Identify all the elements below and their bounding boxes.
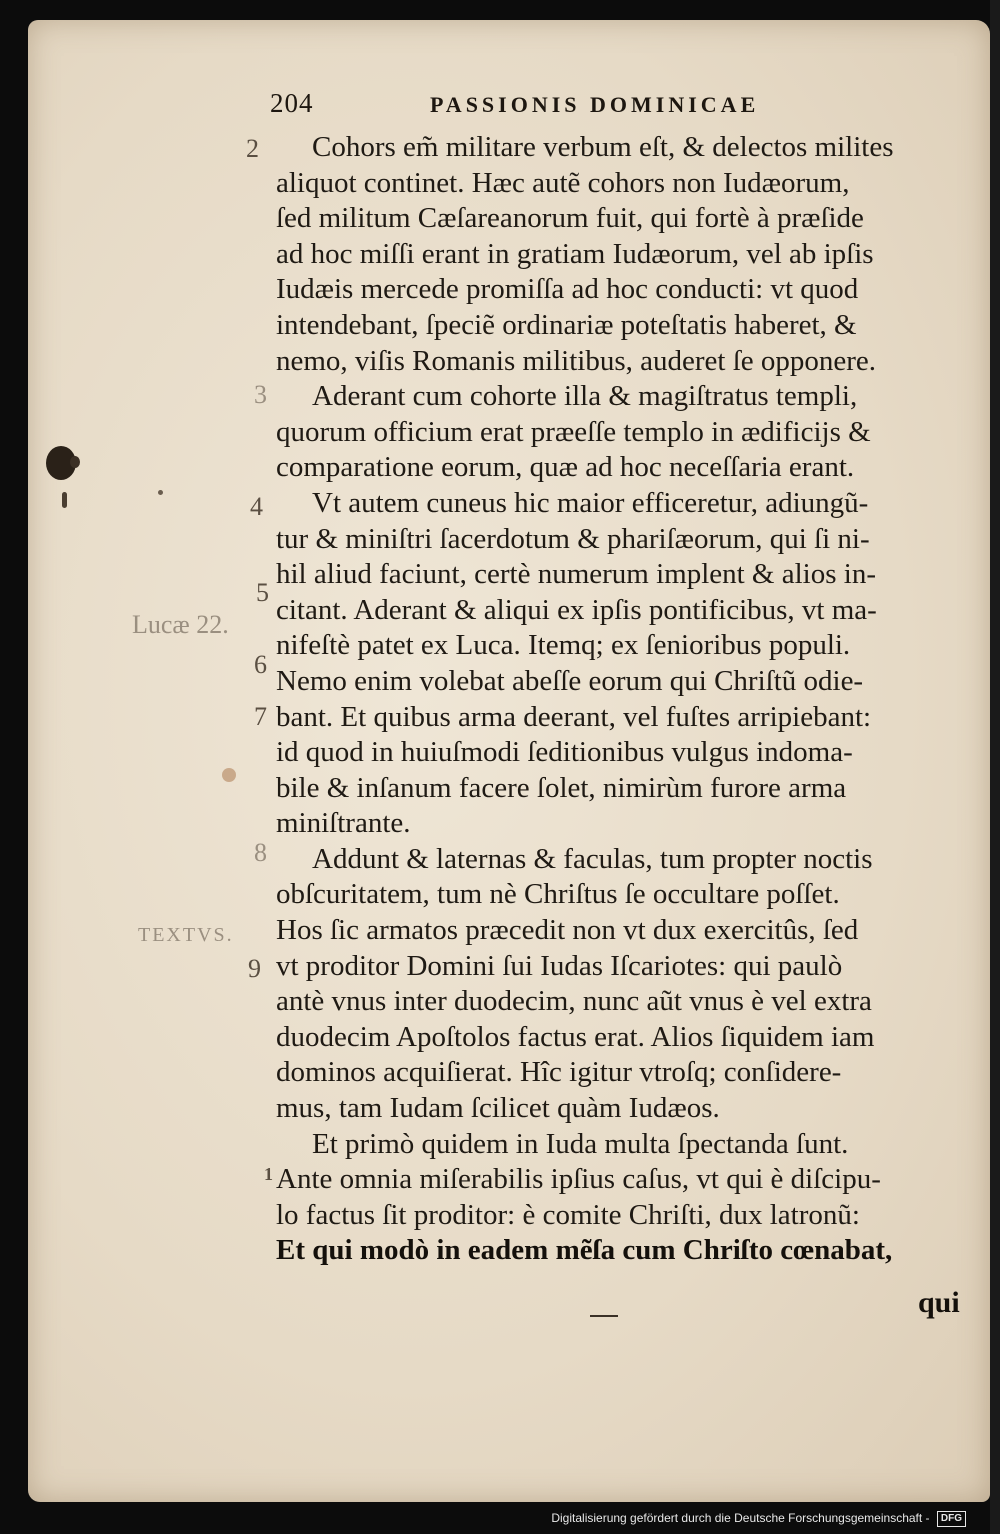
text-line: lo factus ſit proditor: è comite Chriſti, dux latronũ: — [276, 1198, 860, 1231]
margin-number: 7 — [254, 702, 267, 731]
margin-number: 4 — [250, 492, 263, 521]
text-line: mus, tam Iudam ſcilicet quàm Iudæos. — [276, 1092, 720, 1125]
text-line: nifeſtè patet ex Luca. Itemq; ex ſenioribus populi. — [276, 629, 851, 662]
ink-speck — [158, 490, 163, 495]
paper-stain — [222, 768, 236, 782]
margin-number: 1 — [264, 1164, 273, 1184]
text-line: Addunt & laternas & faculas, tum propter noctis — [312, 842, 873, 875]
text-line: nemo, viſis Romanis militibus, auderet ſe opponere. — [276, 344, 877, 377]
text-line: id quod in huiuſmodi ſeditionibus vulgus indoma- — [276, 736, 853, 769]
page-header — [270, 88, 870, 124]
text-line: comparatione eorum, quæ ad hoc neceſſaria erant. — [276, 451, 855, 484]
body-text — [276, 130, 968, 1269]
text-line: Nemo enim volebat abeſſe eorum qui Chriſtũ odie- — [276, 664, 864, 697]
text-line: hil aliud faciunt, certè numerum implent & alios in- — [276, 558, 876, 591]
text-line: duodecim Apoſtolos factus erat. Alios ſiquidem iam — [276, 1020, 875, 1053]
text-line: miniſtrante. — [276, 807, 411, 840]
text-line: tur & miniſtri ſacerdotum & phariſæorum, qui ſi ni- — [276, 522, 870, 555]
ink-speck — [62, 492, 67, 508]
text-line: vt proditor Domini ſui Iudas Iſcariotes: qui paulò — [276, 949, 843, 982]
text-line: citant. Aderant & aliqui ex ipſis pontificibus, vt ma- — [276, 593, 877, 626]
running-title: PASSIONIS DOMINICAE — [430, 92, 760, 117]
text-line: Cohors em̃ militare verbum eſt, & delectos milites — [312, 131, 894, 163]
text-line: intendebant, ſpeciẽ ordinariæ poteſtatis haberet, & — [276, 308, 857, 341]
ink-speck — [70, 456, 80, 468]
margin-number: 9 — [248, 954, 261, 983]
text-line: Et primò quidem in Iuda multa ſpectanda ſunt. — [312, 1127, 849, 1160]
text-line: quorum officium erat præeſſe templo in ædificijs & — [276, 415, 871, 448]
margin-number: 3 — [254, 380, 267, 409]
text-line: Ante omnia miſerabilis ipſius caſus, vt qui è diſcipu- — [276, 1163, 881, 1196]
margin-number: 5 — [256, 578, 269, 607]
text-line: Iudæis mercede promiſſa ad hoc conducti: vt quod — [276, 273, 859, 306]
text-line: ad hoc miſſi erant in gratiam Iudæorum, vel ab ipſis — [276, 237, 874, 270]
margin-note-luke: Lucæ 22. — [132, 610, 229, 639]
text-line: bant. Et quibus arma deerant, vel fuſtes arripiebant: — [276, 700, 872, 733]
margin-note-textus: TEXTVS. — [138, 924, 234, 946]
dfg-logo: DFG — [937, 1511, 966, 1527]
text-line: Aderant cum cohorte illa & magiſtratus templi, — [312, 380, 858, 413]
footer-text: Digitalisierung gefördert durch die Deutsche Forschungsgemeinschaft - — [551, 1511, 930, 1525]
margin-number: 2 — [246, 134, 259, 163]
text-line: bile & inſanum facere ſolet, nimirùm furore arma — [276, 771, 847, 804]
catchword: qui — [918, 1286, 960, 1319]
text-line: ſed militum Cæſareanorum fuit, qui fortè à præſide — [276, 202, 864, 235]
text-line: Vt autem cuneus hic maior efficeretur, adiungũ- — [312, 486, 869, 519]
text-line: obſcuritatem, tum nè Chriſtus ſe occultare poſſet. — [276, 878, 840, 911]
digitization-footer — [551, 1504, 966, 1532]
scan-edge — [990, 0, 1000, 1534]
text-line: Et qui modò in eadem mẽſa cum Chriſto cœnabat, — [276, 1234, 893, 1267]
dash-mark — [590, 1315, 618, 1317]
text-line: aliquot continet. Hæc autẽ cohors non Iudæorum, — [276, 166, 850, 199]
margin-number: 8 — [254, 838, 267, 867]
text-line: antè vnus inter duodecim, nunc aũt vnus è vel extra — [276, 985, 872, 1018]
page-number: 204 — [270, 88, 314, 118]
text-line: Hos ſic armatos præcedit non vt dux exercitûs, ſed — [276, 914, 859, 947]
margin-number: 6 — [254, 650, 267, 679]
text-line: dominos acquiſierat. Hîc igitur vtroſq; conſidere- — [276, 1056, 842, 1089]
